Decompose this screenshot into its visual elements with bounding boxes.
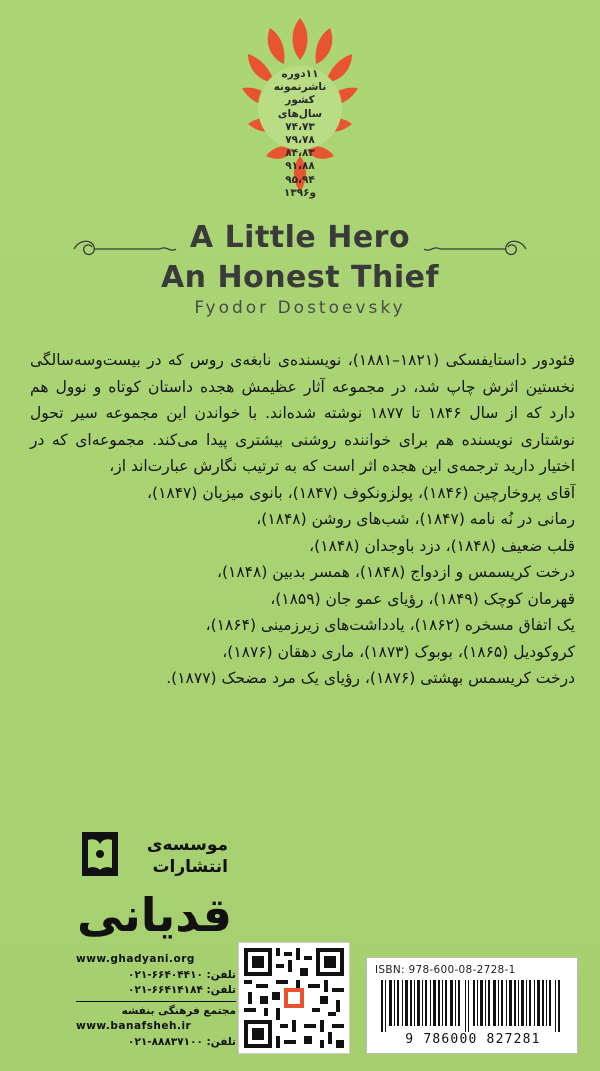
phone-line-2: تلفن: ۶۶۴۱۴۱۸۴-۰۲۱ — [128, 984, 236, 996]
story-list-line: درخت کریسمس بهشتی (۱۸۷۶)، رؤیای یک مرد مضحک (۱۸۷۷). — [166, 669, 575, 687]
emblem-line: سال‌های — [277, 107, 323, 120]
emblem-line: ۷۴،۷۳ — [285, 120, 315, 133]
emblem-line: ۸۴،۸۳ — [285, 147, 315, 160]
emblem-line: ۹۱،۸۸ — [285, 160, 315, 173]
isbn-barcode — [366, 957, 578, 1054]
emblem-line: کشور — [285, 94, 315, 107]
story-list-line: کروکودیل (۱۸۶۵)، بوبوک (۱۸۷۳)، ماری دهقان (۱۸۷۶)، — [222, 642, 575, 661]
publisher-name-line1: موسسه‌ی — [146, 835, 228, 855]
book-title-2: An Honest Thief — [160, 260, 440, 295]
story-list-line: قلب ضعیف (۱۸۴۸)، دزد باوجدان (۱۸۴۸)، — [309, 536, 575, 555]
author-name: Fyodor Dostoevsky — [194, 298, 406, 318]
award-emblem — [230, 10, 370, 200]
phone-line-3: تلفن: ۸۸۸۳۷۱۰۰-۰۲۱ — [128, 1035, 236, 1048]
emblem-caption — [230, 68, 370, 200]
publisher-contacts — [76, 952, 236, 1050]
contacts-divider — [76, 1001, 236, 1002]
website-banafsheh[interactable]: www.banafsheh.ir — [76, 1020, 192, 1032]
book-title-1: A Little Hero — [189, 220, 411, 255]
qr-code[interactable] — [238, 942, 350, 1054]
publisher-name-line2: انتشارات — [152, 857, 228, 877]
emblem-line: ۱۱دوره — [281, 68, 319, 80]
barcode-digits: 9 786000 827281 — [405, 1032, 541, 1047]
story-list-line: قهرمان کوچک (۱۸۴۹)، رؤیای عمو جان (۱۸۵۹)، — [270, 589, 575, 608]
emblem-line: ناشرنمونه — [273, 81, 327, 94]
story-list-line: درخت کریسمس و ازدواج (۱۸۴۸)، همسر بدبین (۱۸۴۸)، — [216, 563, 575, 581]
website-ghadyani[interactable]: www.ghadyani.org — [76, 953, 195, 965]
blurb-text — [30, 347, 575, 692]
story-list-line: رمانی در نُه نامه (۱۸۴۷)، شب‌های روشن (۱۸۴۸)، — [256, 510, 575, 528]
story-list-line: آقای پروخارچین (۱۸۴۶)، پولزونکوف (۱۸۴۷)، بانوی میزبان (۱۸۴۷)، — [147, 483, 575, 502]
phone-line-1: تلفن: ۶۶۴۰۴۴۱۰-۰۲۱ — [128, 968, 236, 981]
emblem-line: ۷۹،۷۸ — [285, 134, 315, 147]
barcode-icon — [379, 980, 565, 1032]
emblem-line: ۹۵،۹۴ — [285, 173, 315, 186]
publisher-book-icon — [80, 828, 120, 880]
story-list-line: یک اتفاق مسخره (۱۸۶۲)، یادداشت‌های زیرزمینی (۱۸۶۴)، — [205, 616, 575, 634]
banafsheh-complex: مجتمع فرهنگی بنفشه — [121, 1004, 236, 1017]
qr-code-icon — [244, 948, 344, 1048]
blurb-intro: فئودور داستایفسکی (۱۸۲۱–۱۸۸۱)، نویسنده‌ی نابغه‌ی روس که در بیست‌وسه‌سالگی نخستین اثرش چاپ شد، در مجموعه آثار عظیمش هجده داستان کوتاه و نوول هم دارد که از سال ۱۸۴۶ تا ۱۸۷۷ نوشته شده‌اند. با خواندن این مجموعه سیر تحول نوشتاری نویسنده هم برای خواننده روشنی بیشتری پیدا می‌کند. مجموعه‌ای که در اختیار دارید ترجمه‌ی این هجده اثر است که به ترتیب نگارش عبارت‌اند از، — [30, 351, 576, 475]
emblem-line: و۱۳۹۶ — [283, 186, 317, 199]
title-block — [0, 218, 600, 318]
isbn-label: ISBN: 978-600-08-2728-1 — [375, 964, 516, 976]
publisher-brand: قدیانی — [76, 888, 232, 942]
